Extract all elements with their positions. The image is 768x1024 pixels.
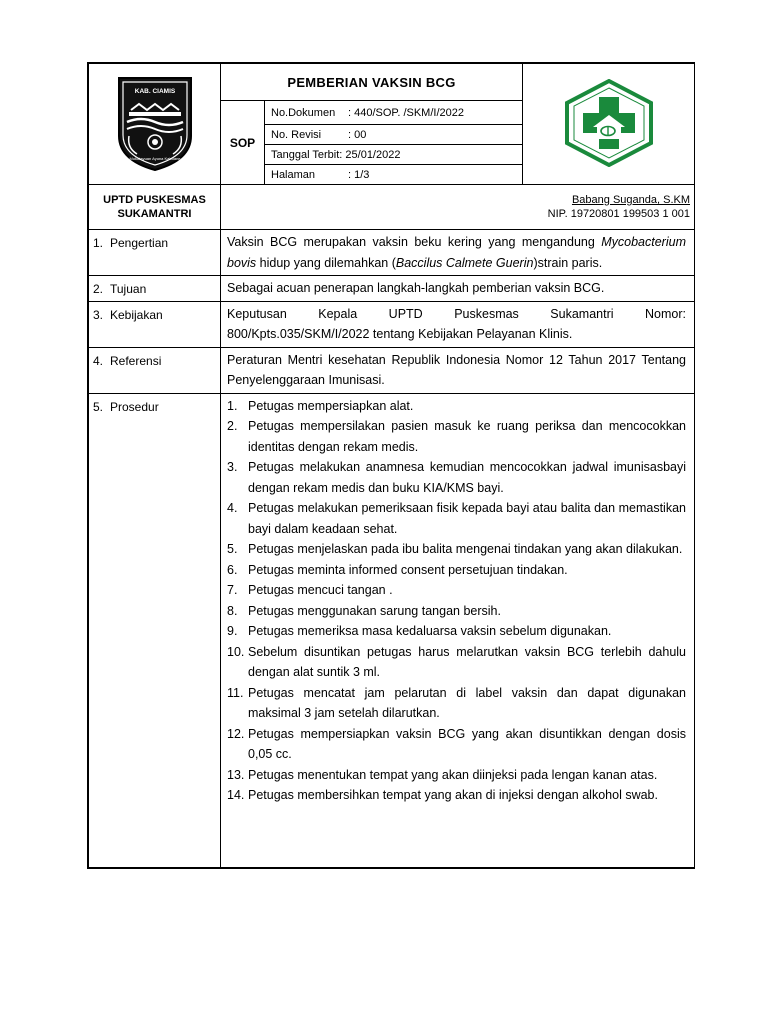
section-label: 4. Referensi (89, 347, 221, 393)
section-prosedur (89, 393, 695, 867)
sop-document (87, 62, 695, 869)
step-text: Petugas meminta informed consent persetujuan tindakan. (248, 562, 568, 577)
step-text: Petugas membersihkan tempat yang akan di injeksi dengan alkohol swab. (248, 788, 658, 802)
blank-cell (221, 185, 523, 230)
section-label: 5. Prosedur (89, 393, 221, 867)
step-number: 6. (227, 562, 238, 577)
kabupaten-logo-cell (89, 64, 221, 185)
section-text: Keputusan Kepala UPTD Puskesmas Sukamantri Nomor: 800/Kpts.035/SKM/I/2022 tentang Kebijakan Pelayanan Klinis. (221, 301, 695, 347)
step-text: Petugas menjelaskan pada ibu balita mengenai tindakan yang akan dilakukan. (248, 542, 683, 556)
step-number: 3. (227, 460, 238, 474)
step-number: 14. (227, 788, 245, 802)
step-number: 4. (227, 501, 238, 515)
step-number: 10. (227, 644, 245, 659)
kabupaten-ciamis-logo (113, 74, 197, 172)
procedure-step (227, 457, 686, 498)
procedure-step (227, 765, 686, 786)
procedure-step (227, 498, 686, 539)
step-number: 5. (227, 542, 238, 556)
step-number: 1. (227, 398, 238, 413)
step-number: 9. (227, 624, 238, 638)
meta-no-dokumen: No.Dokumen : 440/SOP. /SKM/I/2022 (265, 101, 523, 125)
section-tujuan (89, 276, 695, 302)
svg-text:KAB. CIAMIS: KAB. CIAMIS (134, 87, 175, 95)
section-label: 2. Tujuan (89, 276, 221, 302)
step-number: 8. (227, 603, 238, 618)
procedure-step (227, 683, 686, 724)
signer-name: Babang Suganda, S.KM (571, 194, 690, 206)
sop-label: SOP (221, 101, 265, 185)
step-number: 13. (227, 767, 245, 782)
section-pengertian (89, 230, 695, 276)
section-text (221, 393, 695, 867)
meta-halaman: Halaman : 1/3 (265, 165, 523, 185)
step-text: Petugas mempersilakan pasien masuk ke ruang periksa dan mencocokkan identitas dengan rekam medis. (248, 419, 686, 454)
step-text: Petugas memeriksa masa kedaluarsa vaksin sebelum digunakan. (248, 624, 612, 638)
step-number: 7. (227, 583, 238, 597)
step-text: Petugas melakukan pemeriksaan fisik kepada bayi atau balita dan memastikan bayi dalam keadaan sehat. (248, 501, 686, 536)
procedure-step (227, 539, 686, 560)
meta-no-revisi: No. Revisi : 00 (265, 125, 523, 145)
section-text: Peraturan Mentri kesehatan Republik Indonesia Nomor 12 Tahun 2017 Tentang Penyelenggaraan Imunisasi. (221, 347, 695, 393)
procedure-step (227, 642, 686, 683)
section-label: 1. Pengertian (89, 230, 221, 276)
step-text: Petugas menggunakan sarung tangan bersih. (248, 603, 501, 618)
step-text: Petugas melakukan anamnesa kemudian mencocokkan jadwal imunisasbayi dengan rekam medis dan buku KIA/KMS bayi. (248, 460, 686, 495)
procedure-step (227, 416, 686, 457)
step-text: Petugas mencatat jam pelarutan di label vaksin dan dapat digunakan maksimal 3 jam setelah dilarutkan. (248, 685, 686, 720)
meta-tanggal-terbit: Tanggal Terbit: 25/01/2022 (265, 145, 523, 165)
procedure-step (227, 724, 686, 765)
procedure-step (227, 580, 686, 601)
signature-block (523, 185, 695, 230)
procedure-step (227, 785, 686, 806)
procedure-steps (227, 396, 686, 806)
svg-text:Mukatayuan Ayuna Kabuane: Mukatayuan Ayuna Kabuane (128, 155, 181, 161)
step-text: Petugas menentukan tempat yang akan diinjeksi pada lengan kanan atas. (248, 767, 658, 782)
step-text: Sebelum disuntikan petugas harus melarutkan vaksin BCG terlebih dahulu dengan alat suntik 3 ml. (248, 644, 686, 679)
section-label: 3. Kebijakan (89, 301, 221, 347)
step-text: Petugas mencuci tangan . (248, 583, 393, 597)
step-number: 12. (227, 726, 245, 741)
puskesmas-logo (563, 79, 655, 167)
step-number: 11. (227, 685, 244, 700)
step-text: Petugas mempersiapkan vaksin BCG yang akan disuntikkan dengan dosis 0,05 cc. (248, 726, 686, 761)
sop-table (88, 63, 695, 868)
section-referensi (89, 347, 695, 393)
step-number: 2. (227, 419, 238, 433)
procedure-step (227, 396, 686, 417)
section-kebijakan (89, 301, 695, 347)
section-text: Sebagai acuan penerapan langkah-langkah pemberian vaksin BCG. (221, 276, 695, 302)
procedure-step (227, 601, 686, 622)
section-text: Vaksin BCG merupakan vaksin beku kering yang mengandung Mycobacterium bovis hidup yang dilemahkan (Baccilus Calmete Guerin)strain paris. (221, 230, 695, 276)
procedure-step (227, 560, 686, 581)
puskesmas-logo-cell (523, 64, 695, 185)
signer-nip: NIP. 19720801 199503 1 001 (547, 208, 690, 220)
step-text: Petugas mempersiapkan alat. (248, 398, 414, 413)
document-title: PEMBERIAN VAKSIN BCG (221, 64, 523, 101)
organization-name: UPTD PUSKESMAS SUKAMANTRI (89, 185, 221, 230)
procedure-step (227, 621, 686, 642)
